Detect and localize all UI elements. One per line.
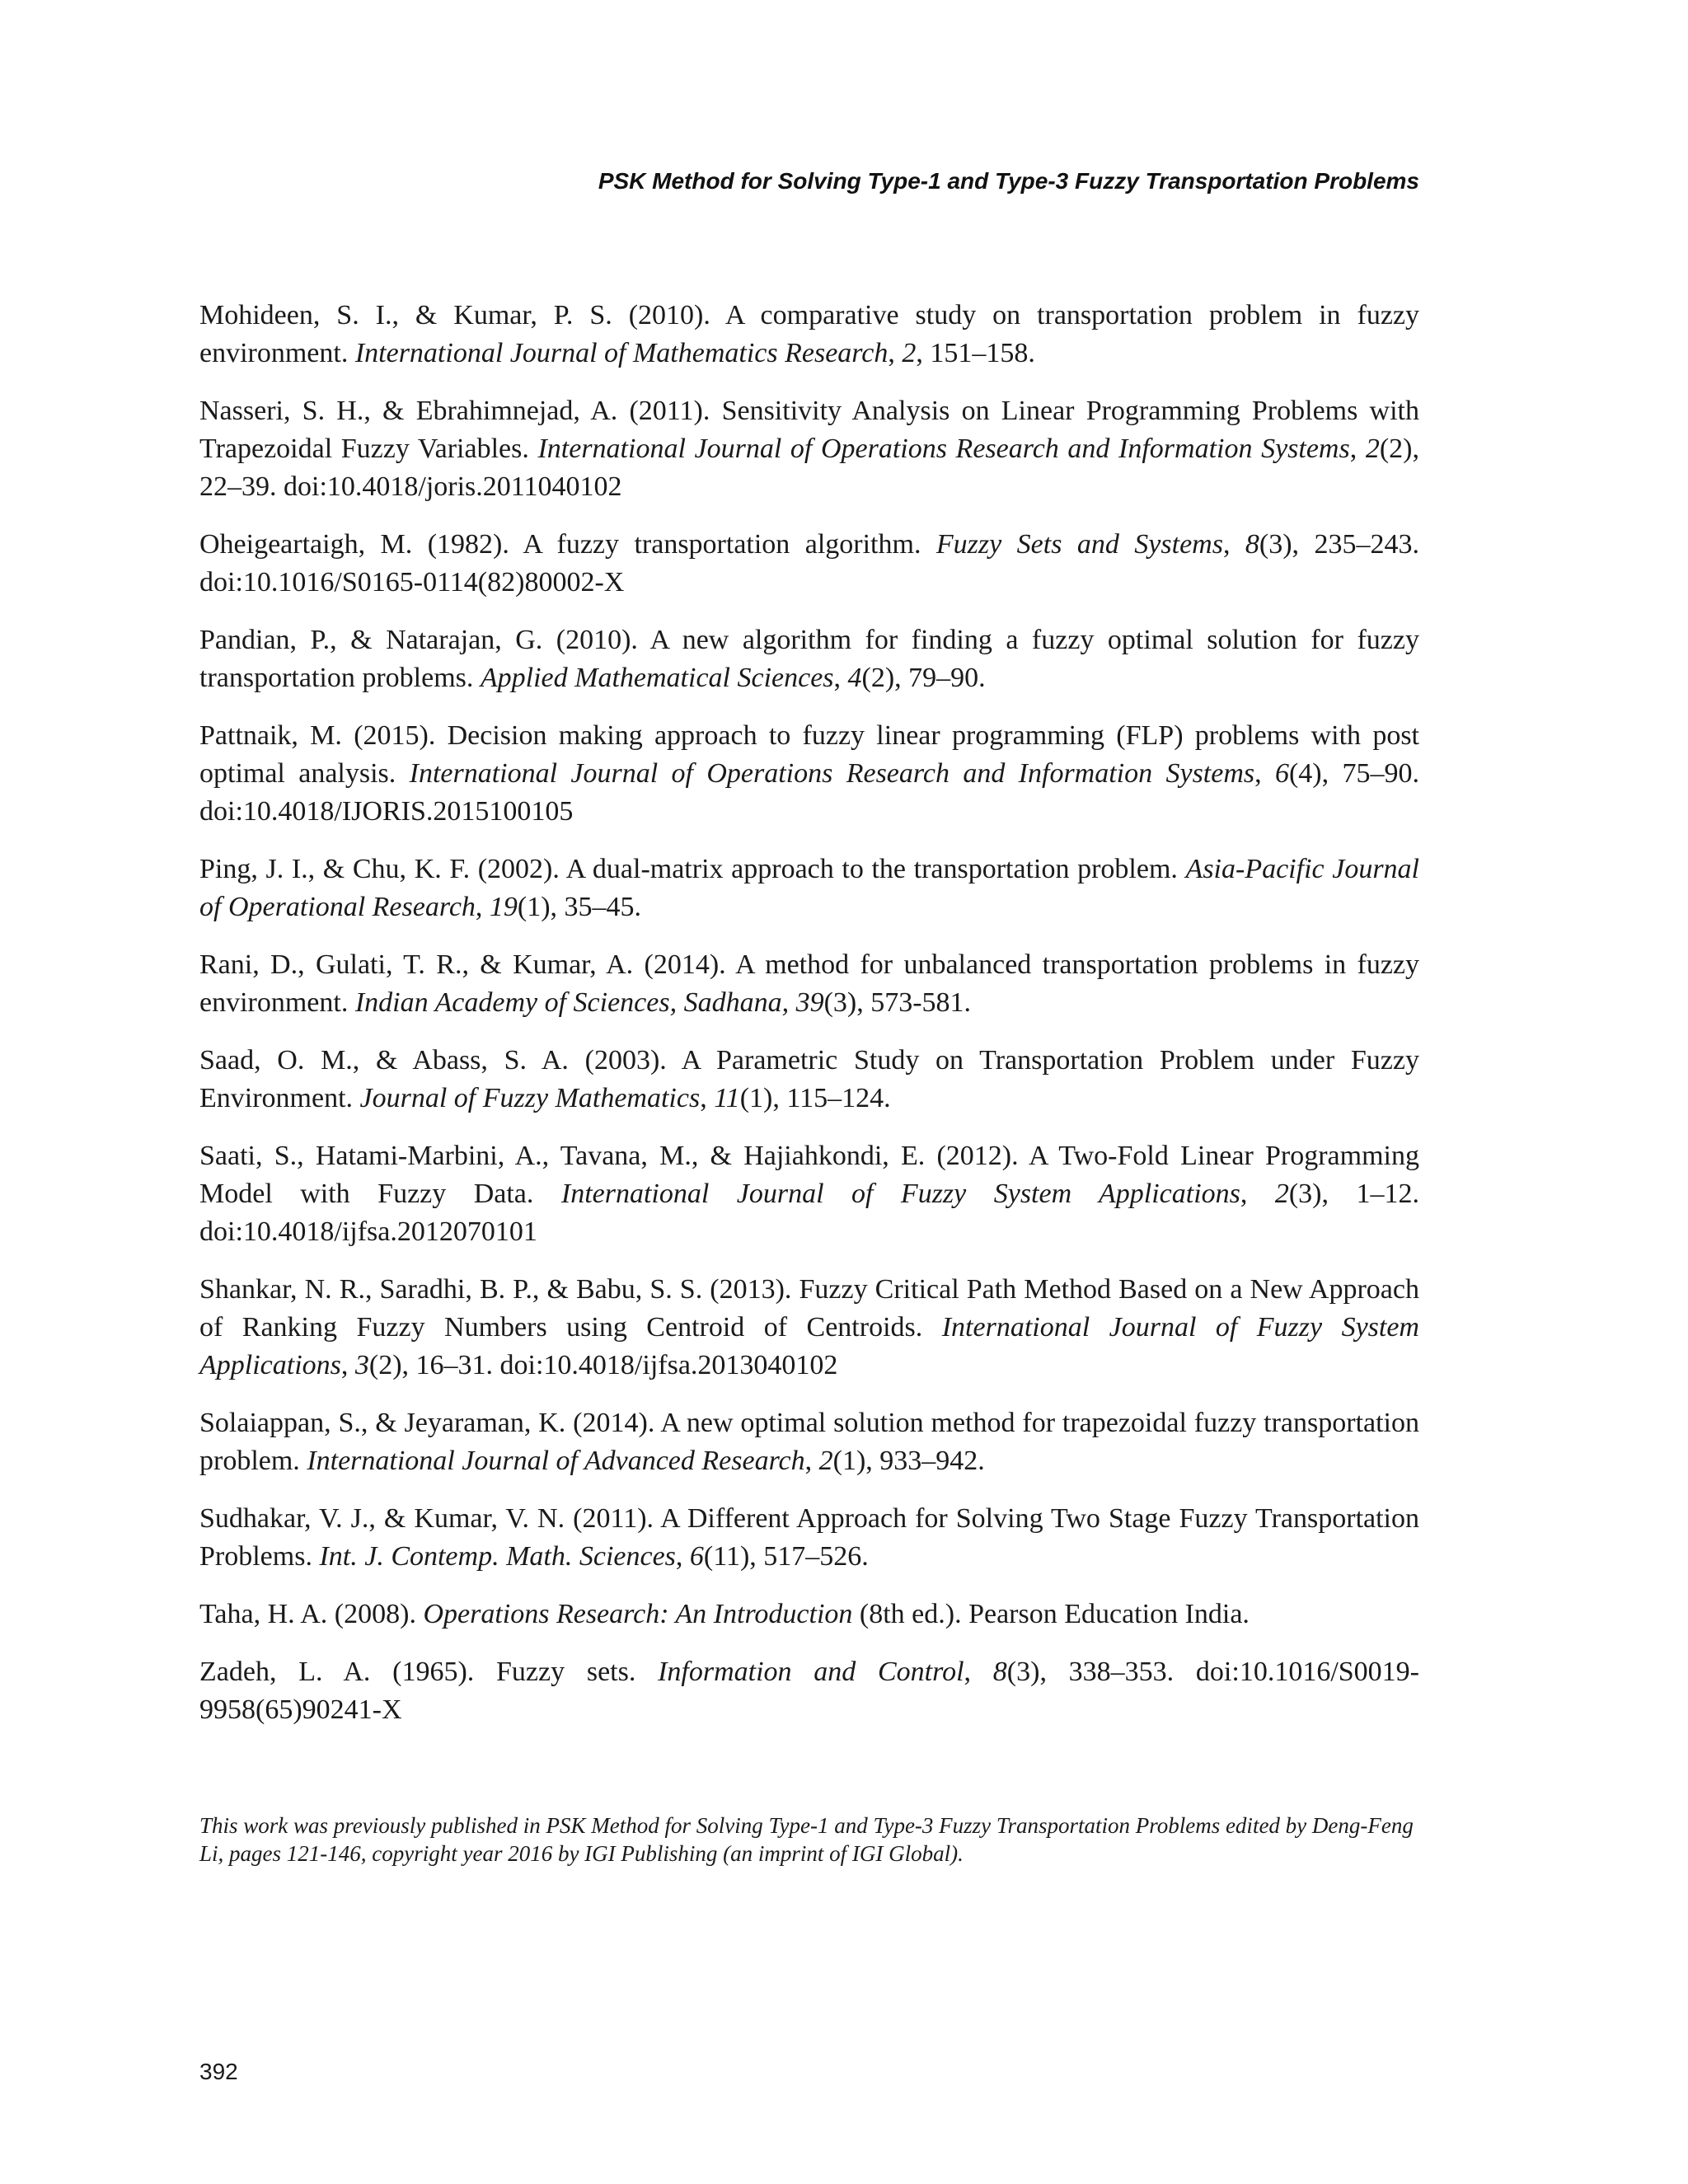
reference-list xyxy=(199,297,1419,1749)
reference-item: Mohideen, S. I., & Kumar, P. S. (2010). A comparative study on transportation problem in fuzzy environment. International Journal of Mathematics Research, 2, 151–158. xyxy=(199,300,1419,368)
reference-item: Solaiappan, S., & Jeyaraman, K. (2014). A new optimal solution method for trapezoidal fuzzy transportation problem. International Journal of Advanced Research, 2(1), 933–942. xyxy=(199,1408,1419,1476)
reference-item: Zadeh, L. A. (1965). Fuzzy sets. Information and Control, 8(3), 338–353. doi:10.1016/S0019-9958(65)90241-X xyxy=(199,1657,1419,1725)
reference-item: Pattnaik, M. (2015). Decision making approach to fuzzy linear programming (FLP) problems with post optimal analysis. International Journal of Operations Research and Information Systems, 6(4), 75–90. doi:10.4018/IJORIS.2015100105 xyxy=(199,720,1419,827)
reference-item: Nasseri, S. H., & Ebrahimnejad, A. (2011). Sensitivity Analysis on Linear Programming Problems with Trapezoidal Fuzzy Variables. International Journal of Operations Research and Information Systems, 2(2), 22–39. doi:10.4018/joris.2011040102 xyxy=(199,396,1420,502)
reference-item: Pandian, P., & Natarajan, G. (2010). A new algorithm for finding a fuzzy optimal solution for fuzzy transportation problems. Applied Mathematical Sciences, 4(2), 79–90. xyxy=(199,625,1419,693)
running-head: PSK Method for Solving Type-1 and Type-3 Fuzzy Transportation Problems xyxy=(598,168,1419,194)
reference-item: Ping, J. I., & Chu, K. F. (2002). A dual-matrix approach to the transportation problem. Asia-Pacific Journal of Operational Research, 19(1), 35–45. xyxy=(199,854,1420,922)
reference-item: Saati, S., Hatami-Marbini, A., Tavana, M., & Hajiahkondi, E. (2012). A Two-Fold Linear Programming Model with Fuzzy Data. International Journal of Fuzzy System Applications, 2(3), 1–12. doi:10.4018/ijfsa.2012070101 xyxy=(199,1141,1419,1247)
page-number: 392 xyxy=(199,2059,238,2084)
reference-item: Taha, H. A. (2008). Operations Research: An Introduction (8th ed.). Pearson Education India. xyxy=(199,1599,1250,1629)
reference-item: Saad, O. M., & Abass, S. A. (2003). A Parametric Study on Transportation Problem under Fuzzy Environment. Journal of Fuzzy Mathematics, 11(1), 115–124. xyxy=(199,1045,1419,1113)
reference-item: Rani, D., Gulati, T. R., & Kumar, A. (2014). A method for unbalanced transportation problems in fuzzy environment. Indian Academy of Sciences, Sadhana, 39(3), 573-581. xyxy=(199,949,1419,1018)
reference-item: Shankar, N. R., Saradhi, B. P., & Babu, S. S. (2013). Fuzzy Critical Path Method Based on a New Approach of Ranking Fuzzy Numbers using Centroid of Centroids. International Journal of Fuzzy System Applications, 3(2), 16–31. doi:10.4018/ijfsa.2013040102 xyxy=(199,1274,1419,1380)
publication-note: This work was previously published in PSK Method for Solving Type-1 and Type-3 Fuzzy Transportation Problems edited by Deng-Feng Li, pages 121-146, copyright year 2016 by IGI Publishing (an imprint of IGI Global). xyxy=(199,1813,1414,1866)
reference-item: Oheigeartaigh, M. (1982). A fuzzy transportation algorithm. Fuzzy Sets and Systems, 8(3), 235–243. doi:10.1016/S0165-0114(82)80002-X xyxy=(199,529,1419,598)
reference-item: Sudhakar, V. J., & Kumar, V. N. (2011). A Different Approach for Solving Two Stage Fuzzy Transportation Problems. Int. J. Contemp. Math. Sciences, 6(11), 517–526. xyxy=(199,1503,1419,1572)
